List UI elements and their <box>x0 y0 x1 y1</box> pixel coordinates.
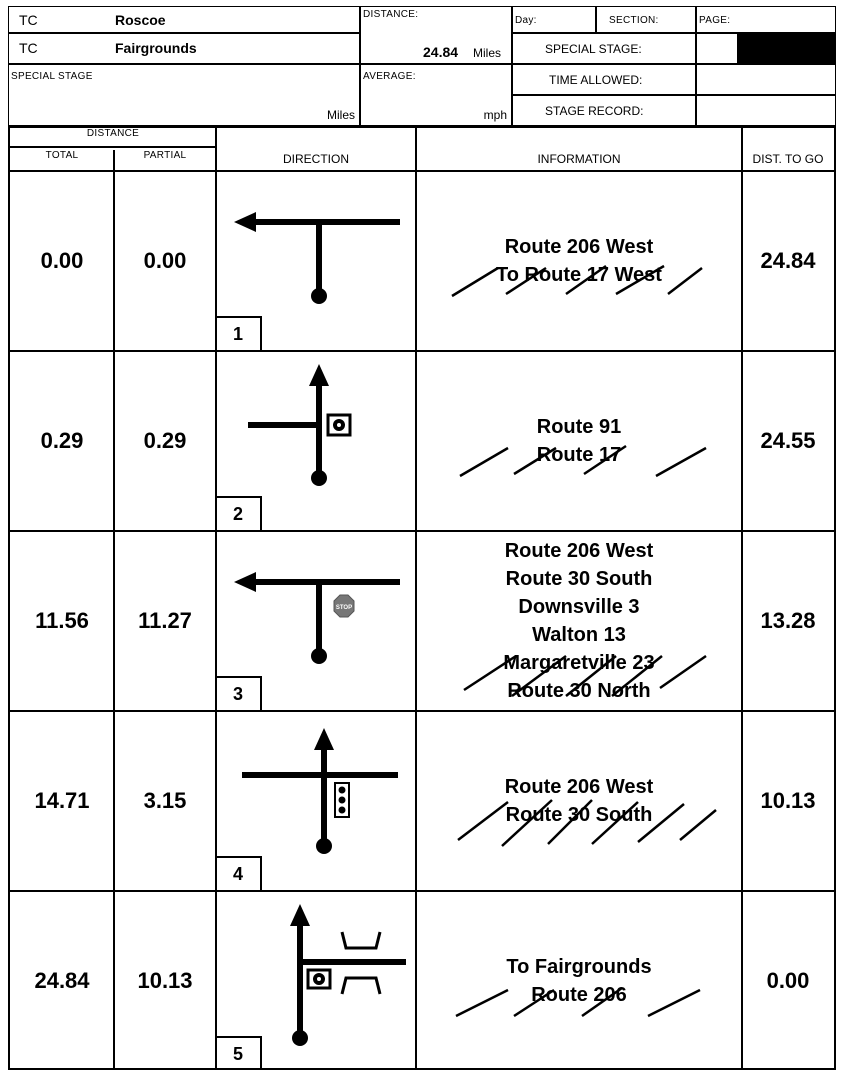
direction-cell <box>216 172 416 350</box>
direction-cell <box>216 892 416 1070</box>
to-name: Fairgrounds <box>115 40 197 56</box>
distance-header-label: DISTANCE <box>86 128 140 139</box>
start-dot-icon <box>316 838 332 854</box>
arrow-left-icon <box>234 572 256 592</box>
info-cell <box>416 172 742 350</box>
partial-header: PARTIAL <box>143 150 187 161</box>
arrow-up-icon <box>314 728 334 750</box>
total-distance: 0.29 <box>40 428 84 453</box>
distance-header <box>10 128 216 147</box>
start-dot-icon <box>311 288 327 304</box>
total-header: TOTAL <box>45 150 79 161</box>
info-line-struck: Margaretville 23 <box>503 652 655 674</box>
partial-distance: 10.13 <box>137 968 193 993</box>
stop-sign-icon <box>334 595 354 617</box>
total-distance: 11.56 <box>35 608 89 633</box>
from-name: Roscoe <box>115 12 166 28</box>
partial-distance: 3.15 <box>143 788 187 813</box>
info-line: Route 206 West <box>504 776 654 798</box>
info-line: Walton 13 <box>532 624 626 646</box>
info-line-struck: Route 30 North <box>507 680 651 702</box>
time-allowed-label: TIME ALLOWED: <box>549 73 643 87</box>
information-header: INFORMATION <box>537 152 621 166</box>
dist-to-go: 24.84 <box>760 248 816 273</box>
header-divider <box>10 146 216 148</box>
step-number: 4 <box>216 856 262 890</box>
section-cell <box>596 6 696 33</box>
section-label: SECTION: <box>609 15 659 26</box>
miles-label: Miles <box>326 108 355 122</box>
average-label: AVERAGE: <box>363 71 416 82</box>
time-allowed-cell <box>512 64 696 95</box>
info-line: Route 91 <box>536 416 622 438</box>
step-number: 5 <box>216 1036 262 1070</box>
start-dot-icon <box>311 648 327 664</box>
time-allowed-value <box>696 64 836 95</box>
step-number: 2 <box>216 496 262 530</box>
stage-record-value <box>696 95 836 126</box>
direction-cell <box>216 532 416 710</box>
traffic-light-icon <box>328 415 350 435</box>
black-fill-box <box>738 33 836 64</box>
route-step-row <box>10 170 834 350</box>
info-cell <box>416 712 742 890</box>
distance-cell <box>360 6 512 64</box>
partial-distance: 0.00 <box>143 248 187 273</box>
info-line: Route 206 West <box>504 236 654 258</box>
step-number: 3 <box>216 676 262 710</box>
day-cell <box>512 6 596 33</box>
info-cell <box>416 352 742 530</box>
info-line-struck: To Route 17 West <box>496 264 662 286</box>
to-control-cell <box>8 33 360 64</box>
total-distance: 14.71 <box>34 788 90 813</box>
start-dot-icon <box>311 470 327 486</box>
info-line: Route 30 South <box>505 568 653 590</box>
distance-unit: Miles <box>473 46 502 60</box>
dist-to-go: 10.13 <box>760 788 816 813</box>
arrow-left-icon <box>234 212 256 232</box>
total-distance: 0.00 <box>40 248 84 273</box>
special-stage-cell <box>8 64 360 126</box>
info-cell <box>416 892 742 1070</box>
route-step-row <box>10 710 834 890</box>
from-control-cell <box>8 6 360 33</box>
start-dot-icon <box>292 1030 308 1046</box>
stage-record-label: STAGE RECORD: <box>545 104 644 118</box>
stage-record-cell <box>512 95 696 126</box>
distance-value: 24.84 <box>423 44 459 60</box>
route-table <box>8 126 836 1070</box>
info-line-struck: Route 17 <box>536 444 622 466</box>
step-number: 1 <box>216 316 262 350</box>
partial-distance: 0.29 <box>143 428 187 453</box>
from-prefix: TC <box>19 12 38 28</box>
info-line: Route 206 West <box>504 540 654 562</box>
page-label: PAGE: <box>699 15 731 26</box>
distance-label: DISTANCE: <box>363 9 419 20</box>
column-headers <box>10 128 834 170</box>
arrow-up-icon <box>309 364 329 386</box>
dist-to-go: 13.28 <box>760 608 816 633</box>
route-step-row <box>10 350 834 530</box>
special-stage-label: SPECIAL STAGE <box>11 71 93 82</box>
average-cell <box>360 64 512 126</box>
route-step-row <box>10 530 834 710</box>
info-line: Downsville 3 <box>518 596 640 618</box>
special-stage-right-label: SPECIAL STAGE: <box>545 42 642 56</box>
special-stage-right-cell <box>512 33 696 64</box>
page-cell <box>696 6 836 33</box>
direction-cell <box>216 712 416 890</box>
route-step-row <box>10 890 834 1070</box>
info-line-struck: Route 206 <box>531 984 627 1006</box>
total-distance: 24.84 <box>34 968 90 993</box>
dist-to-go-header: DIST. TO GO <box>752 152 824 166</box>
to-prefix: TC <box>19 40 38 56</box>
day-label: Day: <box>515 15 537 26</box>
direction-header: DIRECTION <box>283 152 349 166</box>
partial-distance: 11.27 <box>138 608 192 633</box>
info-cell <box>416 532 742 710</box>
traffic-light-icon <box>308 970 330 988</box>
stop-sign-text: STOP <box>335 605 353 611</box>
info-line: To Fairgrounds <box>506 956 652 978</box>
traffic-light-icon <box>335 783 349 817</box>
dist-to-go: 0.00 <box>766 968 810 993</box>
info-line-struck: Route 30 South <box>505 804 653 826</box>
average-unit: mph <box>483 108 507 122</box>
direction-cell <box>216 352 416 530</box>
arrow-up-icon <box>290 904 310 926</box>
special-stage-box <box>696 33 738 64</box>
dist-to-go: 24.55 <box>760 428 816 453</box>
